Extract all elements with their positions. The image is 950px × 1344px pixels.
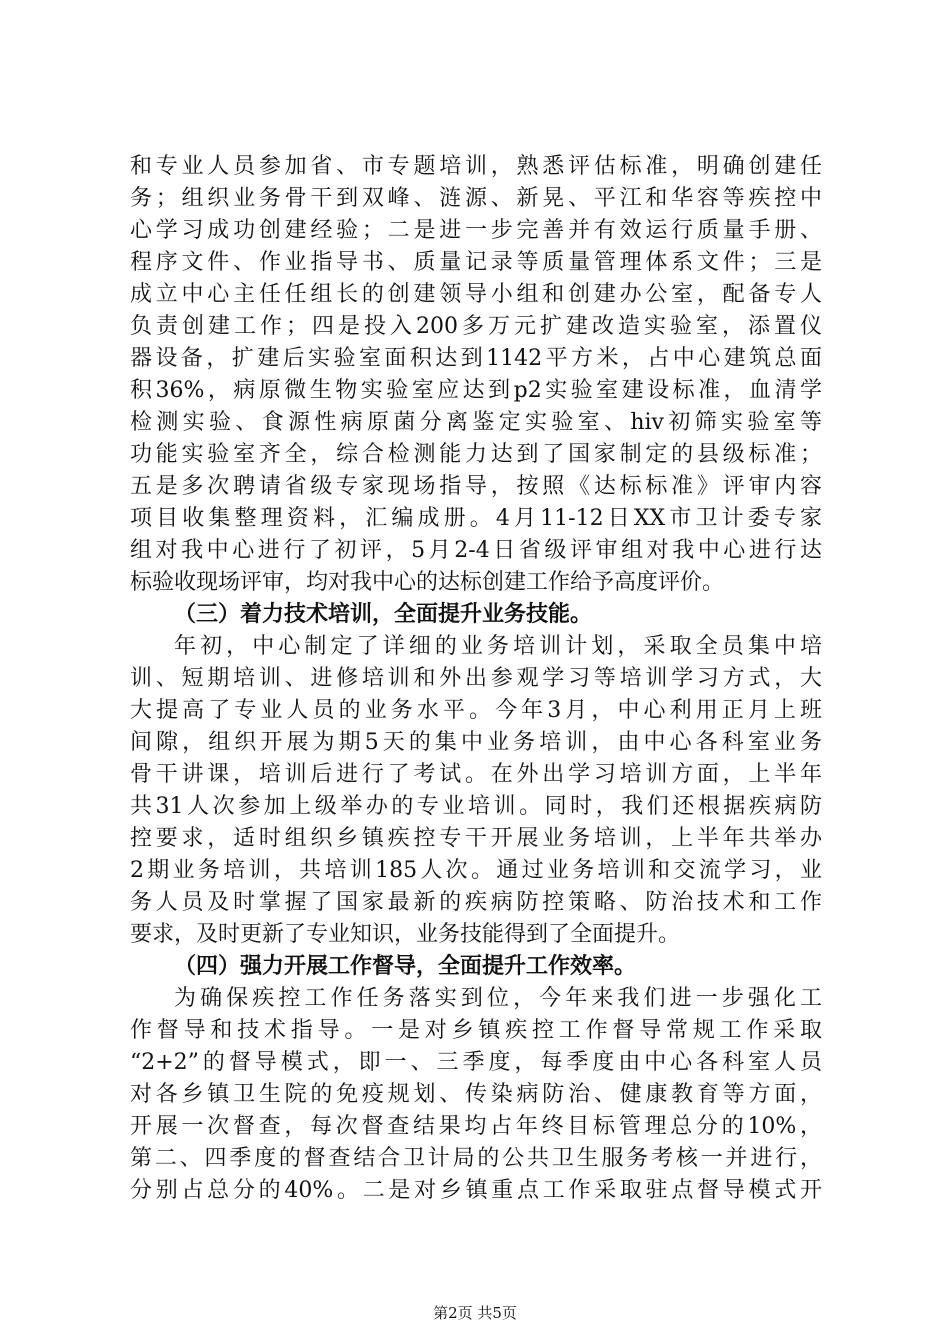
paragraph-line: 项目收集整理资料，汇编成册。4月11-12日XX市卫计委专家: [130, 506, 822, 531]
paragraph-line: 务；组织业务骨干到双峰、涟源、新晃、平江和华容等疾控中: [130, 186, 822, 211]
paragraph-line: 为确保疾控工作任务落实到位，今年来我们进一步强化工: [174, 986, 822, 1011]
section-heading-3: （三）着力技术培训，全面提升业务技能。: [174, 602, 593, 627]
paragraph-line: 标验收现场评审，均对我中心的达标创建工作给予高度评价。: [130, 570, 725, 595]
paragraph-line: 作督导和技术指导。一是对乡镇疾控工作督导常规工作采取: [130, 1018, 822, 1043]
paragraph-line: 分别占总分的40%。二是对乡镇重点工作采取驻点督导模式开: [130, 1178, 822, 1203]
paragraph-line: 成立中心主任任组长的创建领导小组和创建办公室，配备专人: [130, 282, 822, 307]
paragraph-line: 年初，中心制定了详细的业务培训计划，采取全员集中培: [174, 634, 822, 659]
paragraph-line: 功能实验室齐全，综合检测能力达到了国家制定的县级标准；: [130, 442, 822, 467]
paragraph-line: 器设备，扩建后实验室面积达到1142平方米，占中心建筑总面: [130, 346, 822, 371]
paragraph-line: “2+2”的督导模式，即一、三季度，每季度由中心各科室人员: [130, 1050, 822, 1075]
paragraph-line: 对各乡镇卫生院的免疫规划、传染病防治、健康教育等方面，: [130, 1082, 822, 1107]
paragraph-line: 和专业人员参加省、市专题培训，熟悉评估标准，明确创建任: [130, 154, 822, 179]
page-number-footer: 第2页 共5页: [433, 1304, 517, 1322]
paragraph-line: 骨干讲课，培训后进行了考试。在外出学习培训方面，上半年: [130, 762, 822, 787]
paragraph-line: 2期业务培训，共培训185人次。通过业务培训和交流学习，业: [130, 858, 822, 883]
paragraph-line: 要求，及时更新了专业知识，业务技能得到了全面提升。: [130, 922, 681, 947]
paragraph-line: 检测实验、食源性病原菌分离鉴定实验室、hiv初筛实验室等: [130, 410, 822, 435]
paragraph-line: 程序文件、作业指导书、质量记录等质量管理体系文件；三是: [130, 250, 822, 275]
paragraph-line: 第二、四季度的督查结合卫计局的公共卫生服务考核一并进行，: [130, 1146, 822, 1171]
paragraph-line: 大提高了专业人员的业务水平。今年3月，中心利用正月上班: [130, 698, 822, 723]
section-heading-4: （四）强力开展工作督导，全面提升工作效率。: [174, 954, 637, 979]
paragraph-line: 共31人次参加上级举办的专业培训。同时，我们还根据疾病防: [130, 794, 822, 819]
paragraph-line: 心学习成功创建经验；二是进一步完善并有效运行质量手册、: [130, 218, 822, 243]
document-body: [130, 151, 822, 1207]
paragraph-line: 训、短期培训、进修培训和外出参观学习等培训学习方式，大: [130, 666, 822, 691]
paragraph-line: 五是多次聘请省级专家现场指导，按照《达标标准》评审内容: [130, 474, 822, 499]
paragraph-line: 开展一次督查，每次督查结果均占年终目标管理总分的10%，: [130, 1114, 822, 1139]
paragraph-line: 务人员及时掌握了国家最新的疾病防控策略、防治技术和工作: [130, 890, 822, 915]
paragraph-line: 控要求，适时组织乡镇疾控专干开展业务培训，上半年共举办: [130, 826, 822, 851]
paragraph-line: 间隙，组织开展为期5天的集中业务培训，由中心各科室业务: [130, 730, 822, 755]
paragraph-line: 组对我中心进行了初评，5月2-4日省级评审组对我中心进行达: [130, 538, 822, 563]
paragraph-line: 积36%，病原微生物实验室应达到p2实验室建设标准，血清学: [130, 378, 822, 403]
paragraph-line: 负责创建工作；四是投入200多万元扩建改造实验室，添置仪: [130, 314, 822, 339]
